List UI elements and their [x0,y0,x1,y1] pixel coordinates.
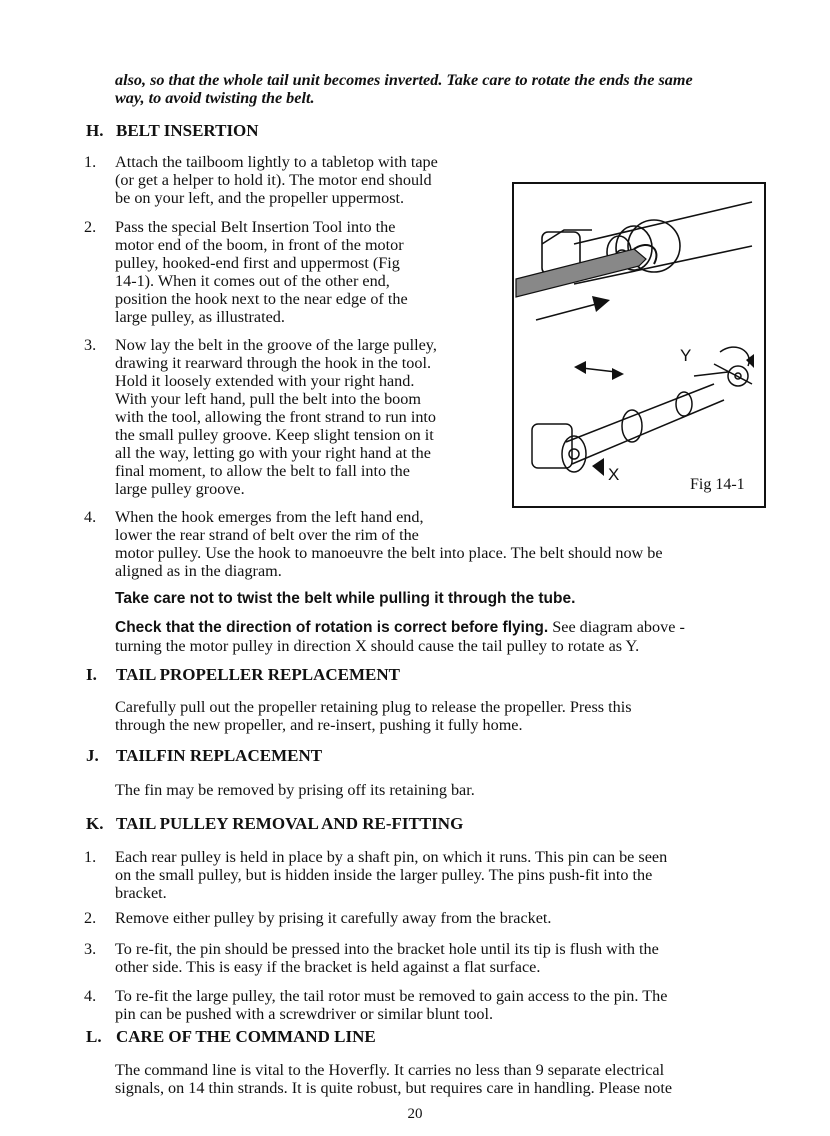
list-item [115,987,765,1023]
warning-text: Take care not to twist the belt while pulling it through the tube. [115,590,576,607]
item-number: 4. [84,508,97,526]
text-line: 14-1). When it comes out of the other end, [115,272,390,290]
section-letter: H. [86,121,104,140]
check-line-2: turning the motor pulley in direction X should cause the tail pulley to rotate as Y. [115,637,640,655]
item-number: 4. [84,987,97,1005]
arrow-head [592,296,610,312]
section-letter: J. [86,746,99,765]
text-line: Attach the tailboom lightly to a tabletop with tape [115,153,438,171]
text-line: the small pulley groove. Keep slight tension on it [115,426,434,444]
rotation-arrow-y [746,354,754,368]
text-line: final moment, to allow the belt to fall into the [115,462,410,480]
item-number: 1. [84,153,97,171]
text-line: other side. This is easy if the bracket is held against a flat surface. [115,958,541,976]
text-line: The fin may be removed by prising off its retaining bar. [115,781,475,799]
list-item [115,848,765,902]
text-line: Pass the special Belt Insertion Tool into the [115,218,396,236]
text-line: pin can be pushed with a screwdriver or similar blunt tool. [115,1005,494,1023]
text-line: Hold it loosely extended with your right hand. [115,372,415,390]
section-letter: I. [86,665,97,684]
rotation-arrow-x [592,458,604,476]
label-x: X [608,465,620,484]
section-title: TAILFIN REPLACEMENT [116,746,323,765]
text-line: position the hook next to the near edge of the [115,290,408,308]
text-line: To re-fit, the pin should be pressed into the bracket hole until its tip is flush with the [115,940,659,958]
text-line: with the tool, allowing the front strand to run into [115,408,437,426]
figure-caption: Fig 14-1 [690,476,745,493]
text-line: Each rear pulley is held in place by a shaft pin, on which it runs. This pin can be seen [115,848,668,866]
list-item [115,508,485,544]
text-line: motor end of the boom, in front of the motor [115,236,404,254]
section-title: TAIL PULLEY REMOVAL AND RE-FITTING [116,814,464,833]
text-line: on the small pulley, but is hidden inside the larger pulley. The pins push-fit into the [115,866,653,884]
text-line: signals, on 14 thin strands. It is quite robust, but requires care in handling. Please note [115,1079,673,1097]
check-line-1 [115,618,775,637]
text-line: motor pulley. Use the hook to manoeuvre the belt into place. The belt should now be [115,544,663,562]
item-number: 2. [84,218,97,236]
paragraph [115,1061,765,1097]
text-line: With your left hand, pull the belt into the boom [115,390,421,408]
list-item [115,153,485,207]
label-y: Y [680,346,692,365]
text-line: bracket. [115,884,167,902]
text-line: (or get a helper to hold it). The motor end should [115,171,432,189]
figure-14-1 [512,182,766,508]
list-item [115,336,485,498]
intro-line-1: also, so that the whole tail unit becomes inverted. Take care to rotate the ends the same [115,71,693,89]
intro-text [115,71,775,107]
section-title: CARE OF THE COMMAND LINE [116,1027,376,1046]
item-number: 3. [84,940,97,958]
text-line: drawing it rearward through the hook in the tool. [115,354,432,372]
lower-boom-illustration [532,347,752,472]
paragraph [115,698,765,734]
list-item [115,940,765,976]
list-item-continued [115,544,765,580]
item-number: 1. [84,848,97,866]
arrow-head-right [612,368,624,380]
paragraph [115,781,765,799]
check-rest: See diagram above - [548,618,685,636]
text-line: lower the rear strand of belt over the rim of the [115,526,419,544]
text-line: be on your left, and the propeller uppermost. [115,189,405,207]
list-item [115,909,765,927]
intro-line-2: way, to avoid twisting the belt. [115,89,315,107]
text-line: all the way, letting go with your right hand at the [115,444,431,462]
text-line: large pulley groove. [115,480,245,498]
section-letter: L. [86,1027,102,1046]
text-line: Carefully pull out the propeller retaining plug to release the propeller. Press this [115,698,632,716]
text-line: aligned as in the diagram. [115,562,282,580]
check-note [115,618,775,655]
text-line: To re-fit the large pulley, the tail rotor must be removed to gain access to the pin. The [115,987,668,1005]
text-line: Remove either pulley by prising it carefully away from the bracket. [115,909,552,927]
arrow-head-left [574,361,586,374]
text-line: Now lay the belt in the groove of the large pulley, [115,336,437,354]
section-title: BELT INSERTION [116,121,259,140]
item-number: 2. [84,909,97,927]
direction-arrow [536,302,604,320]
text-line: large pulley, as illustrated. [115,308,285,326]
item-number: 3. [84,336,97,354]
section-title: TAIL PROPELLER REPLACEMENT [116,665,401,684]
list-item [115,218,485,326]
check-bold: Check that the direction of rotation is correct before flying. [115,619,549,636]
section-letter: K. [86,814,104,833]
arrow-line-left [582,368,616,372]
text-line: When the hook emerges from the left hand end, [115,508,424,526]
page-number: 20 [407,1106,423,1122]
text-line: pulley, hooked-end first and uppermost (Fig [115,254,400,272]
belt-insertion-diagram [514,184,764,506]
text-line: through the new propeller, and re-insert, pushing it fully home. [115,716,523,734]
text-line: The command line is vital to the Hoverfly. It carries no less than 9 separate electrical [115,1061,665,1079]
